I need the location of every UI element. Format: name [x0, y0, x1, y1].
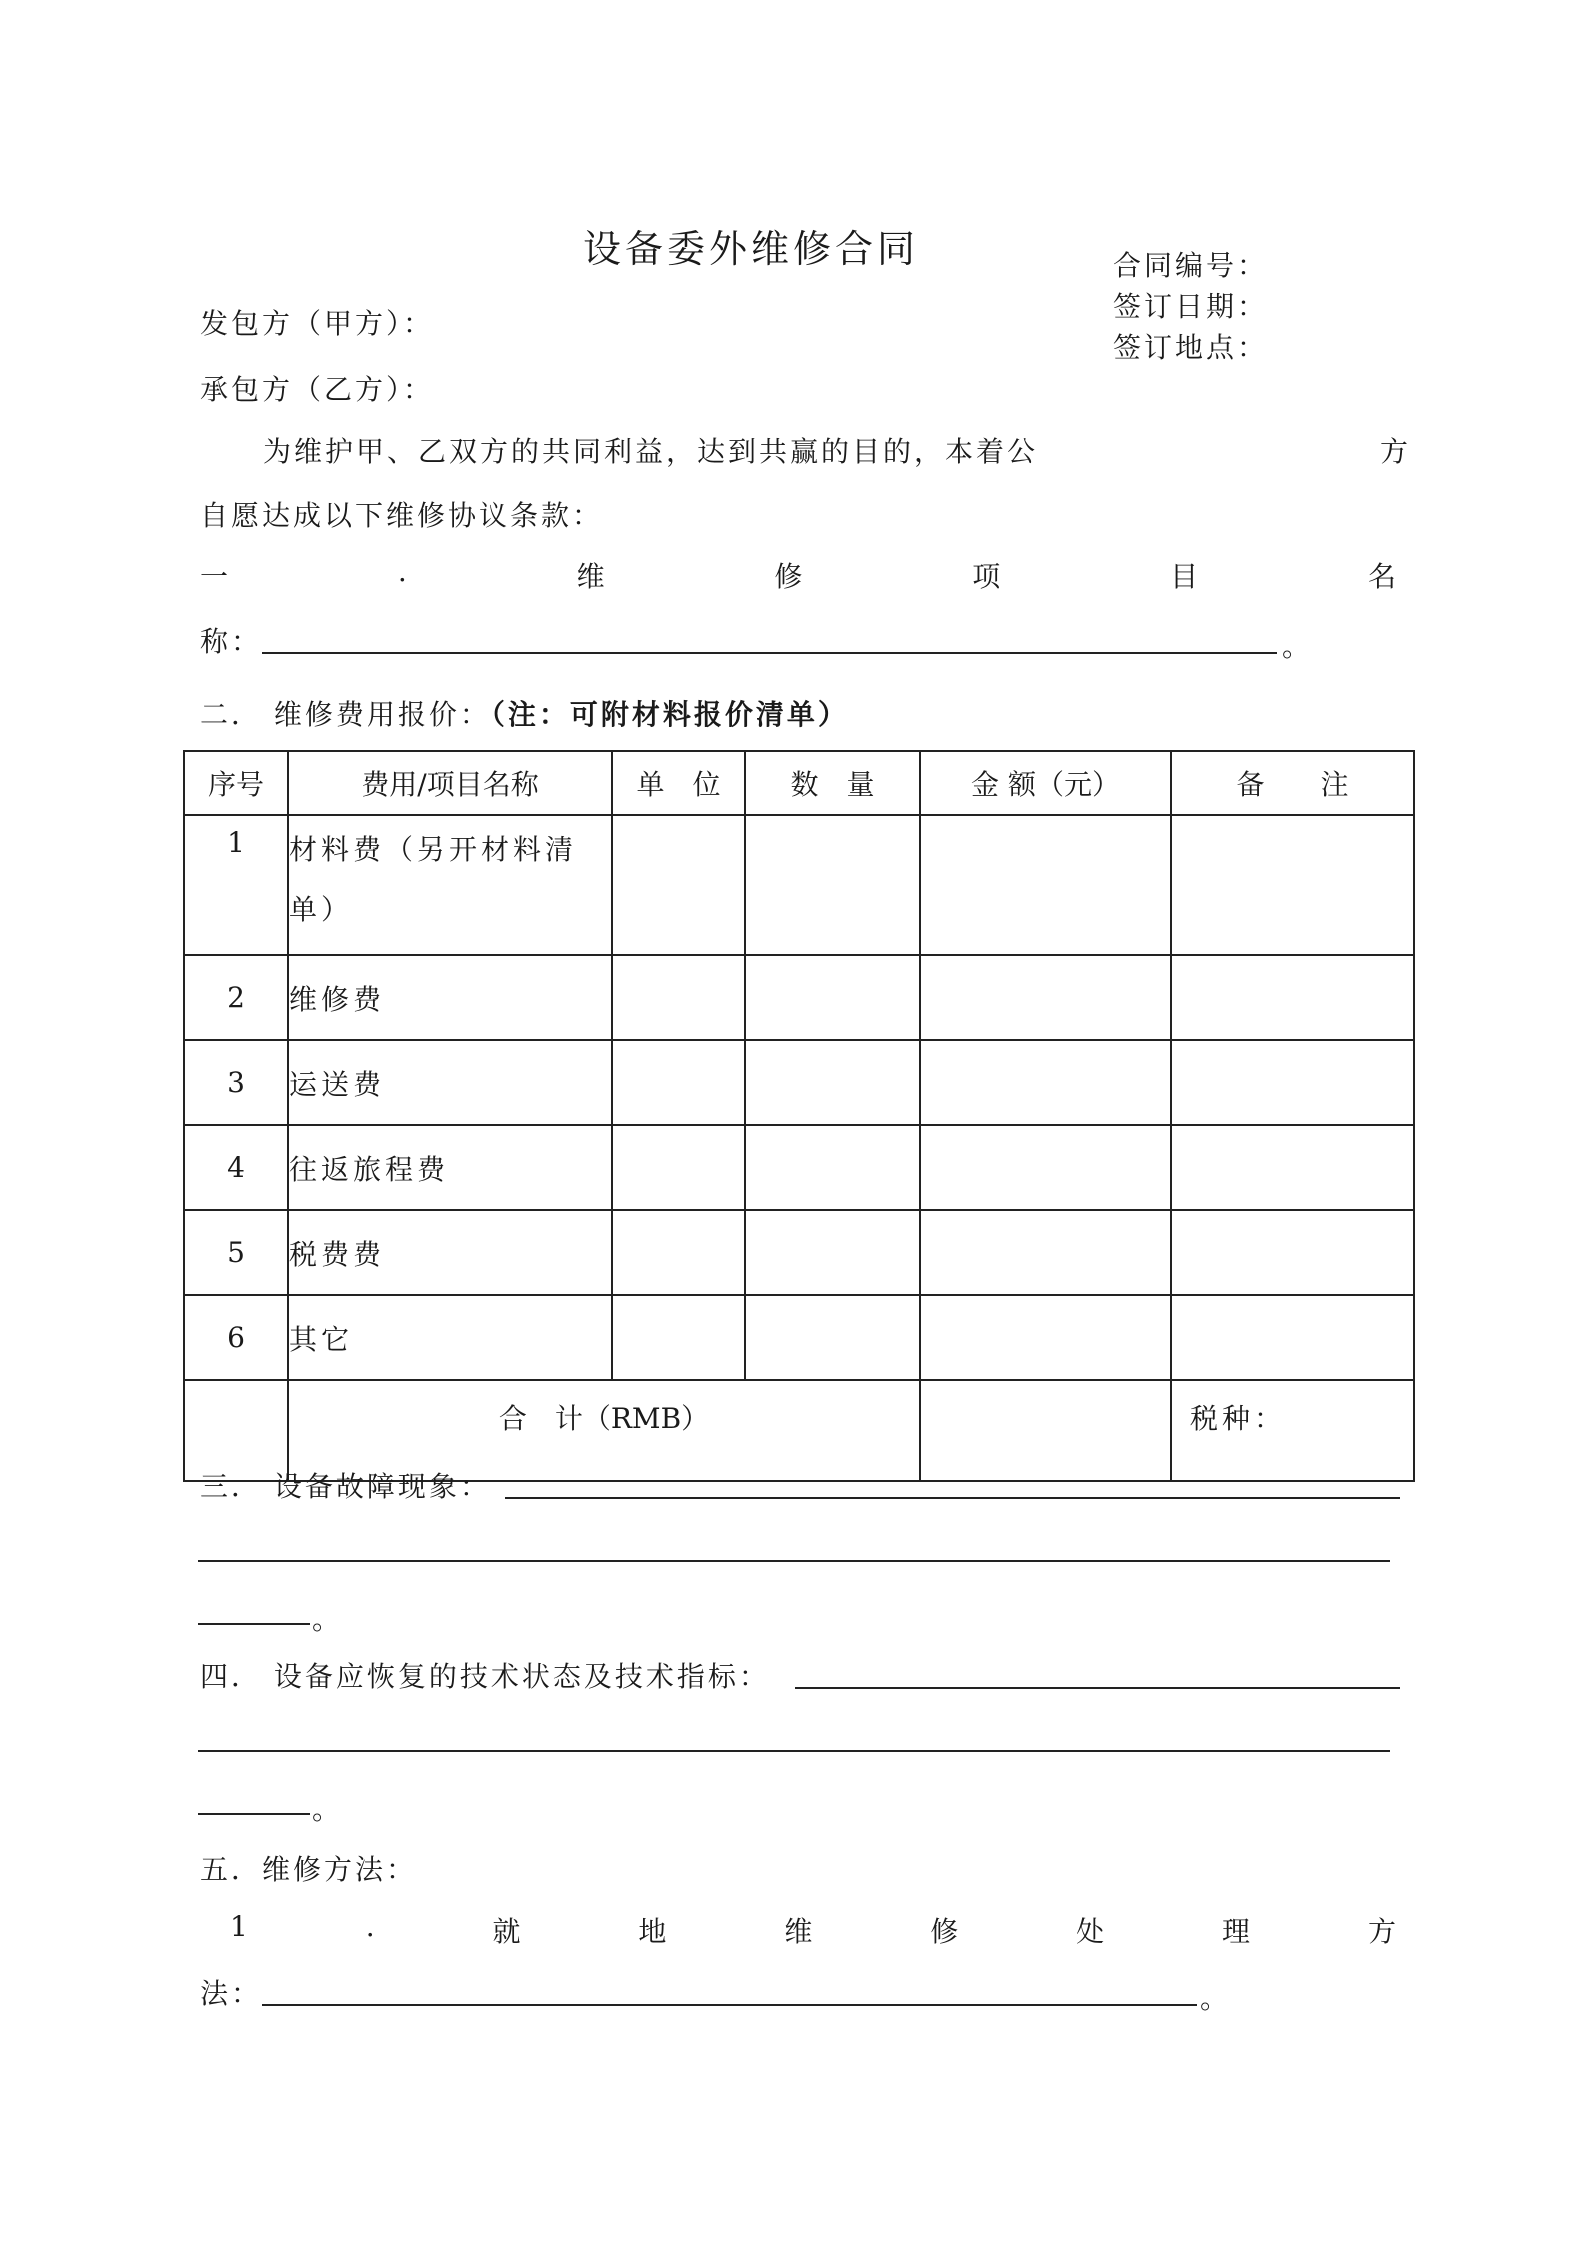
row-item-name: 运送费 [288, 1040, 612, 1125]
header-no: 序号 [184, 751, 288, 815]
row-quantity-cell[interactable] [745, 1210, 920, 1295]
row-unit-cell[interactable] [612, 815, 745, 955]
sign-date-label: 签订日期： [1113, 290, 1269, 323]
section-5-char: 1 [230, 1910, 248, 1943]
row-quantity-cell[interactable] [745, 1295, 920, 1380]
section-2-note: （注：可附材料报价清单） [490, 698, 849, 731]
row-remark-cell[interactable] [1171, 815, 1414, 955]
row-unit-cell[interactable] [612, 1125, 745, 1210]
party-a-label: 发包方（甲方）： [200, 307, 435, 340]
section-4-label: 四． 设备应恢复的技术状态及技术指标： [200, 1660, 770, 1693]
section-4-end: 。 [312, 1793, 344, 1826]
row-quantity-cell[interactable] [745, 815, 920, 955]
row-no: 2 [184, 955, 288, 1040]
row-amount-cell[interactable] [920, 1125, 1171, 1210]
section-5-char: 就 [492, 1915, 521, 1948]
table-row [184, 815, 1414, 955]
row-item-name: 维修费 [288, 955, 612, 1040]
row-remark-cell[interactable] [1171, 1295, 1414, 1380]
table-row [184, 1125, 1414, 1210]
fault-line-2[interactable] [198, 1560, 1390, 1562]
row-unit-cell[interactable] [612, 1295, 745, 1380]
row-item-name: 税费费 [288, 1210, 612, 1295]
table-row [184, 1210, 1414, 1295]
row-item-name-line: 材料费（另开材料清 [289, 833, 578, 866]
fee-table [183, 750, 1415, 1482]
repair-method-line[interactable] [262, 2004, 1197, 2006]
row-no: 5 [184, 1210, 288, 1295]
section-1-end: 。 [1282, 630, 1314, 663]
row-item-name: 往返旅程费 [288, 1125, 612, 1210]
row-amount-cell[interactable] [920, 1040, 1171, 1125]
row-no: 1 [184, 815, 288, 955]
section-5-char: 理 [1222, 1915, 1251, 1948]
table-row [184, 1295, 1414, 1380]
section-1-char: . [397, 555, 407, 588]
row-amount-cell[interactable] [920, 955, 1171, 1040]
intro-line-2: 自愿达成以下维修协议条款： [200, 499, 604, 532]
section-1-label: 称： [200, 625, 263, 658]
project-name-line[interactable] [262, 652, 1277, 654]
row-quantity-cell[interactable] [745, 1040, 920, 1125]
tech-status-line-3[interactable] [198, 1813, 310, 1815]
row-item-name: 其它 [288, 1295, 612, 1380]
section-5-char: 修 [930, 1915, 959, 1948]
tech-status-line-2[interactable] [198, 1750, 1390, 1752]
section-1-char: 名 [1367, 560, 1396, 593]
tax-type-label: 税种： [1171, 1380, 1414, 1481]
intro-line-1: 为维护甲、乙双方的共同利益，达到共赢的目的，本着公 [263, 435, 1039, 468]
document-title: 设备委外维修合同 [583, 227, 920, 271]
section-5-char: 处 [1076, 1915, 1105, 1948]
section-1-char: 目 [1170, 560, 1199, 593]
section-1-heading [200, 555, 1396, 595]
section-1-char: 一 [200, 560, 229, 593]
section-2-heading [200, 693, 849, 733]
contract-number-label: 合同编号： [1113, 249, 1269, 282]
table-row [184, 955, 1414, 1040]
tech-status-line-1[interactable] [795, 1687, 1400, 1689]
section-5-label: 五．维修方法： [200, 1853, 418, 1886]
row-unit-cell[interactable] [612, 1040, 745, 1125]
row-amount-cell[interactable] [920, 1210, 1171, 1295]
intro-line-1-tail: 方 [1380, 435, 1412, 468]
table-row [184, 1040, 1414, 1125]
fault-line-1[interactable] [505, 1497, 1400, 1499]
header-remark: 备 注 [1171, 751, 1414, 815]
fault-line-3[interactable] [198, 1623, 310, 1625]
row-remark-cell[interactable] [1171, 1125, 1414, 1210]
section-2-label: 二． 维修费用报价： [200, 698, 491, 731]
row-unit-cell[interactable] [612, 955, 745, 1040]
section-5-subheading [230, 1910, 1396, 1950]
header-quantity: 数 量 [745, 751, 920, 815]
section-1-char: 项 [972, 560, 1001, 593]
row-item-name [288, 815, 612, 955]
section-3-label: 三． 设备故障现象： [200, 1470, 491, 1503]
table-header-row [184, 751, 1414, 815]
party-b-label: 承包方（乙方）： [200, 373, 435, 406]
row-remark-cell[interactable] [1171, 955, 1414, 1040]
section-5-char: 地 [638, 1915, 667, 1948]
section-5-label-2: 法： [200, 1977, 263, 2010]
row-unit-cell[interactable] [612, 1210, 745, 1295]
section-5-char: . [365, 1910, 375, 1943]
sign-place-label: 签订地点： [1113, 331, 1269, 364]
section-3-end: 。 [312, 1603, 344, 1636]
row-no: 3 [184, 1040, 288, 1125]
header-amount: 金 额（元） [920, 751, 1171, 815]
row-amount-cell[interactable] [920, 1295, 1171, 1380]
header-item-name: 费用/项目名称 [288, 751, 612, 815]
row-no: 6 [184, 1295, 288, 1380]
header-unit: 单 位 [612, 751, 745, 815]
row-amount-cell[interactable] [920, 815, 1171, 955]
row-remark-cell[interactable] [1171, 1040, 1414, 1125]
row-item-name-line: 单） [289, 893, 354, 926]
row-no: 4 [184, 1125, 288, 1210]
row-remark-cell[interactable] [1171, 1210, 1414, 1295]
row-quantity-cell[interactable] [745, 955, 920, 1040]
section-1-char: 修 [774, 560, 803, 593]
section-1-char: 维 [576, 560, 605, 593]
section-5-char: 维 [784, 1915, 813, 1948]
row-quantity-cell[interactable] [745, 1125, 920, 1210]
total-amount-cell[interactable] [920, 1380, 1171, 1481]
section-5-end: 。 [1200, 1982, 1232, 2015]
total-label: 合 计（RMB） [288, 1380, 920, 1481]
section-5-char: 方 [1367, 1915, 1396, 1948]
